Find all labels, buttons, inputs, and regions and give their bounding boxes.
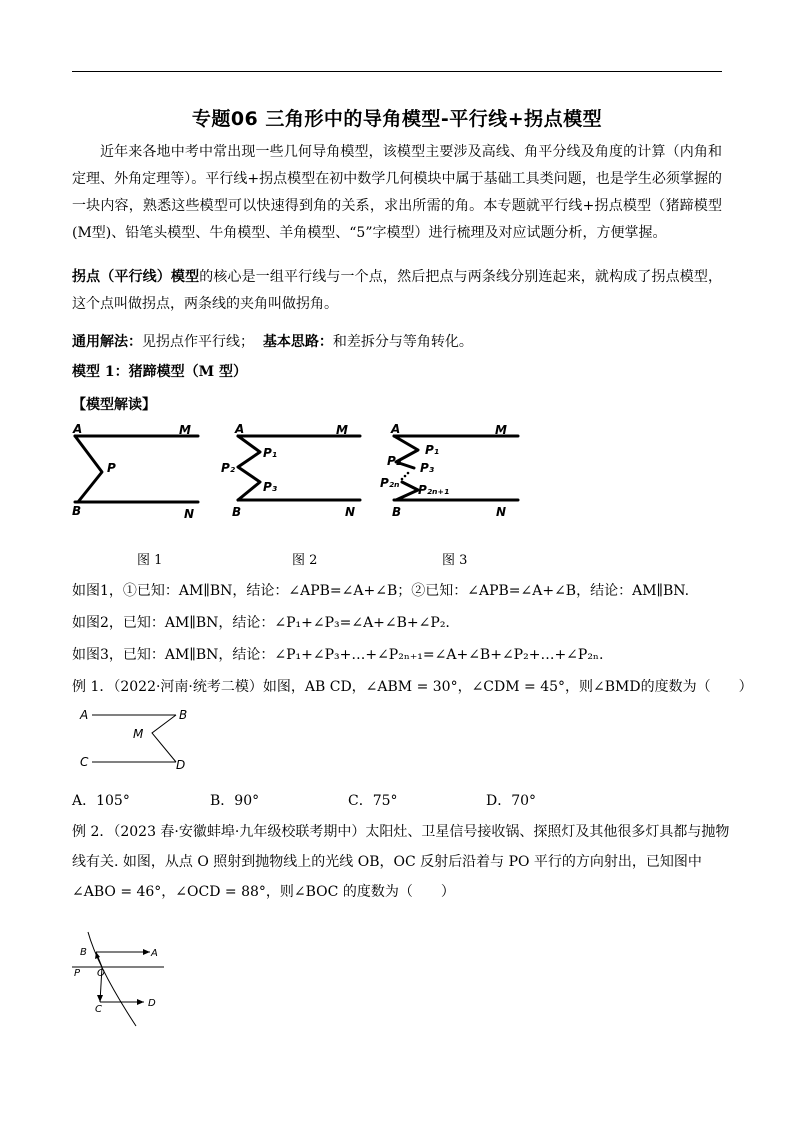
model1-heading: 模型 1：猪蹄模型（M 型）: [72, 364, 247, 380]
label-p2n1: P₂ₙ₊₁: [418, 483, 450, 497]
figure-2: [218, 420, 368, 520]
idea-label: 基本思路：: [262, 334, 333, 350]
label-n: N: [345, 505, 356, 519]
label-o: O: [97, 968, 105, 979]
label-b: B: [179, 708, 188, 722]
core-label: 拐点（平行线）模型: [72, 269, 200, 285]
example2-line3: ∠ABO = 46°，∠OCD = 88°，则∠BOC 的度数为（ ）: [72, 884, 455, 900]
angle-apb: [75, 436, 102, 502]
figure-3: [378, 420, 528, 520]
page-title: 专题06 三角形中的导角模型-平行线+拐点模型: [191, 108, 603, 130]
label-p2: P₂: [387, 454, 402, 468]
ex1-option-a: A．105°: [72, 793, 130, 809]
label-p3: P₃: [263, 480, 278, 494]
label-d: D: [148, 998, 156, 1009]
example2-line1: 例 2．（2023 春·安徽蚌埠·九年级校联考期中）太阳灶、卫星信号接收锅、探照灯及其他很多灯具都与抛物: [72, 824, 730, 840]
label-p1: P₁: [263, 446, 278, 460]
fig2-conclusion: 如图2，已知：AM∥BN，结论：∠P₁+∠P₃=∠A+∠B+∠P₂.: [72, 615, 450, 631]
label-b: B: [80, 947, 87, 958]
label-p2n: P₂ₙ: [380, 476, 400, 490]
label-m: M: [495, 423, 507, 437]
label-b: B: [392, 505, 402, 519]
fig1-conclusion: 如图1，①已知：AM∥BN，结论：∠APB=∠A+∠B；②已知：∠APB=∠A+∠B，结论：AM∥BN.: [72, 583, 690, 599]
label-m: M: [336, 423, 348, 437]
label-b: B: [72, 504, 82, 518]
label-n: N: [184, 507, 195, 520]
figure-1: [66, 420, 206, 520]
label-m: M: [179, 423, 191, 437]
example2-figure: [68, 930, 178, 1030]
method-text: 见拐点作平行线；: [142, 334, 254, 350]
label-a: A: [73, 422, 83, 436]
ex1-option-b: B．90°: [210, 793, 260, 809]
fig3-conclusion: 如图3，已知：AM∥BN，结论：∠P₁+∠P₃+…+∠P₂ₙ₊₁=∠A+∠B+∠P₂+…+∠P₂ₙ.: [72, 647, 604, 663]
label-m: M: [133, 727, 144, 741]
label-a: A: [235, 422, 245, 436]
ex1-option-d: D．70°: [486, 793, 537, 809]
example1-figure: [72, 700, 202, 780]
label-a: A: [151, 948, 158, 959]
fig2-caption: 图 2: [292, 553, 318, 568]
ex1-option-c: C．75°: [348, 793, 398, 809]
label-a: A: [80, 708, 89, 722]
label-a: A: [391, 422, 401, 436]
core-text: 的核心是一组平行线与一个点，然后把点与两条线分别连起来，就构成了拐点模型，这个点叫做拐点，两条线的夹角叫做拐角。: [72, 269, 723, 312]
core-paragraph: [72, 264, 722, 318]
label-p2: P₂: [221, 461, 236, 475]
label-p1: P₁: [425, 443, 440, 457]
top-rule: [72, 71, 722, 72]
label-p: P: [107, 461, 116, 475]
intro-paragraph: 近年来各地中考中常出现一些几何导角模型，该模型主要涉及高线、角平分线及角度的计算（内角和定理、外角定理等）。平行线+拐点模型在初中数学几何模块中属于基础工具类问题，也是学生必须掌握的一块内容，熟悉这些模型可以快速得到角的关系，求出所需的角。本专题就平行线+拐点模型（猪蹄模型(M型)、铅笔头模型、牛角模型、羊角模型、“5”字模型）进行梳理及对应试题分析，方便掌握。: [72, 144, 722, 241]
example2-line2: 线有关. 如图，从点 O 照射到抛物线上的光线 OB，OC 反射后沿着与 PO 平行的方向射出，已知图中: [72, 854, 702, 870]
fig1-caption: 图 1: [137, 553, 163, 568]
label-n: N: [496, 505, 507, 519]
label-p: P: [74, 968, 81, 979]
method-label: 通用解法：: [72, 334, 142, 350]
label-d: D: [176, 758, 186, 772]
zigzag-path: [238, 436, 260, 500]
fig3-caption: 图 3: [442, 553, 468, 568]
interpret-heading: 【模型解读】: [72, 397, 156, 413]
label-c: C: [80, 755, 89, 769]
label-p3: P₃: [420, 461, 435, 475]
label-b: B: [232, 505, 242, 519]
label-c: C: [95, 1004, 102, 1015]
method-line: [72, 331, 473, 351]
idea-text: 和差拆分与等角转化。: [332, 334, 473, 350]
example1-question: 例 1．（2022·河南·统考二模）如图，AB CD，∠ABM = 30°，∠CDM = 45°，则∠BMD的度数为（ ）: [72, 679, 753, 695]
